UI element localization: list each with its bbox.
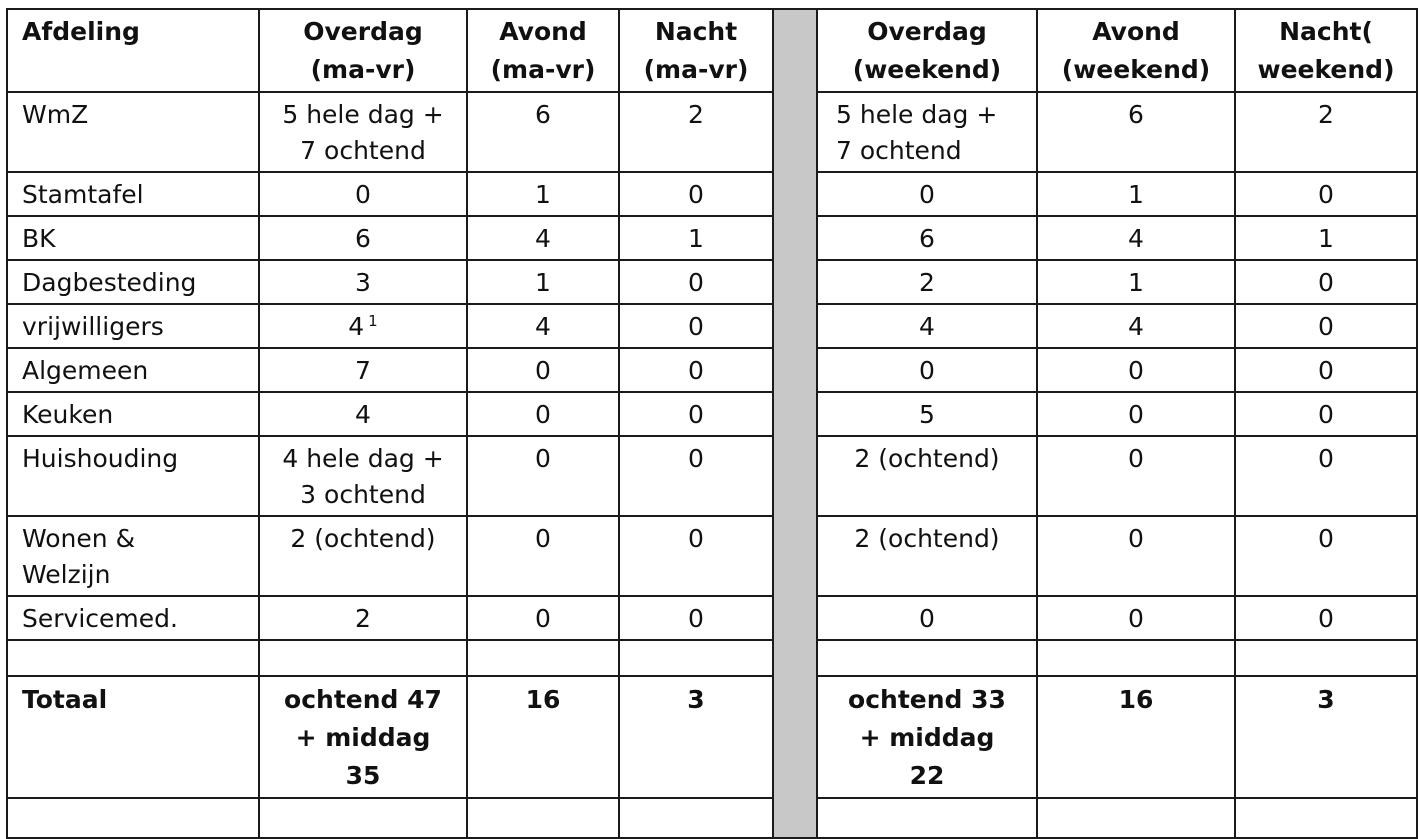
footnote-marker: 1	[368, 312, 378, 330]
cell-total-nacht-weekend: 3	[1235, 676, 1417, 798]
empty-cell	[259, 798, 467, 838]
empty-cell	[467, 798, 619, 838]
cell-nacht-weekend: 0	[1235, 172, 1417, 216]
cell-overdag-mavr: 4	[259, 392, 467, 436]
cell-nacht-weekend: 0	[1235, 260, 1417, 304]
empty-cell	[619, 640, 773, 676]
cell-nacht-mavr: 0	[619, 260, 773, 304]
cell-nacht-mavr: 0	[619, 516, 773, 596]
cell-avond-mavr: 0	[467, 516, 619, 596]
cell-afdeling: BK	[7, 216, 259, 260]
cell-afdeling: Servicemed.	[7, 596, 259, 640]
cell-avond-mavr: 4	[467, 216, 619, 260]
header-overdag-mavr: Overdag (ma-vr)	[259, 9, 467, 92]
cell-overdag-weekend: 2	[817, 260, 1037, 304]
cell-nacht-mavr: 0	[619, 304, 773, 348]
cell-total-avond-mavr: 16	[467, 676, 619, 798]
table-row	[7, 392, 1417, 436]
cell-nacht-weekend: 0	[1235, 516, 1417, 596]
cell-nacht-weekend: 0	[1235, 436, 1417, 516]
cell-avond-mavr: 0	[467, 392, 619, 436]
cell-overdag-mavr: 3	[259, 260, 467, 304]
cell-nacht-mavr: 0	[619, 392, 773, 436]
cell-avond-mavr: 1	[467, 260, 619, 304]
header-nacht-mavr: Nacht (ma-vr)	[619, 9, 773, 92]
cell-nacht-mavr: 0	[619, 172, 773, 216]
staffing-table	[6, 8, 1418, 839]
cell-avond-weekend: 0	[1037, 596, 1235, 640]
header-avond-weekend: Avond (weekend)	[1037, 9, 1235, 92]
cell-nacht-mavr: 0	[619, 436, 773, 516]
cell-avond-weekend: 0	[1037, 516, 1235, 596]
cell-afdeling: WmZ	[7, 92, 259, 172]
total-row	[7, 676, 1417, 798]
empty-cell	[817, 640, 1037, 676]
cell-overdag-weekend: 2 (ochtend)	[817, 516, 1037, 596]
cell-afdeling: Wonen & Welzijn	[7, 516, 259, 596]
cell-nacht-weekend: 0	[1235, 596, 1417, 640]
cell-overdag-weekend: 0	[817, 596, 1037, 640]
cell-avond-weekend: 6	[1037, 92, 1235, 172]
cell-total-overdag-weekend: ochtend 33 + middag 22	[817, 676, 1037, 798]
empty-cell	[259, 640, 467, 676]
cell-avond-weekend: 1	[1037, 172, 1235, 216]
cell-nacht-weekend: 0	[1235, 392, 1417, 436]
cell-total-avond-weekend: 16	[1037, 676, 1235, 798]
cell-nacht-weekend: 1	[1235, 216, 1417, 260]
empty-row	[7, 640, 1417, 676]
empty-cell	[467, 640, 619, 676]
cell-avond-weekend: 0	[1037, 348, 1235, 392]
empty-cell	[817, 798, 1037, 838]
cell-overdag-mavr: 5 hele dag + 7 ochtend	[259, 92, 467, 172]
cell-avond-mavr: 1	[467, 172, 619, 216]
cell-overdag-weekend: 2 (ochtend)	[817, 436, 1037, 516]
empty-cell	[1037, 798, 1235, 838]
table-row	[7, 516, 1417, 596]
cell-avond-mavr: 4	[467, 304, 619, 348]
empty-cell	[1037, 640, 1235, 676]
cell-afdeling: Stamtafel	[7, 172, 259, 216]
table-row	[7, 596, 1417, 640]
cell-afdeling: Algemeen	[7, 348, 259, 392]
empty-cell	[7, 640, 259, 676]
cell-avond-weekend: 0	[1037, 436, 1235, 516]
cell-overdag-mavr: 2	[259, 596, 467, 640]
cell-overdag-weekend: 5 hele dag + 7 ochtend	[817, 92, 1037, 172]
table-row	[7, 260, 1417, 304]
cell-overdag-mavr: 0	[259, 172, 467, 216]
cell-afdeling: Huishouding	[7, 436, 259, 516]
cell-nacht-weekend: 0	[1235, 348, 1417, 392]
cell-total-overdag-mavr: ochtend 47 + middag 35	[259, 676, 467, 798]
header-avond-mavr: Avond (ma-vr)	[467, 9, 619, 92]
empty-cell	[619, 798, 773, 838]
header-row	[7, 9, 1417, 92]
cell-afdeling: Dagbesteding	[7, 260, 259, 304]
cell-avond-mavr: 0	[467, 348, 619, 392]
table-row	[7, 304, 1417, 348]
cell-nacht-mavr: 0	[619, 596, 773, 640]
empty-cell	[7, 798, 259, 838]
cell-afdeling: Keuken	[7, 392, 259, 436]
table-row	[7, 172, 1417, 216]
empty-cell	[1235, 798, 1417, 838]
table-row	[7, 348, 1417, 392]
table-row	[7, 216, 1417, 260]
cell-overdag-mavr: 4 hele dag + 3 ochtend	[259, 436, 467, 516]
cell-overdag-mavr: 6	[259, 216, 467, 260]
cell-nacht-mavr: 0	[619, 348, 773, 392]
empty-row	[7, 798, 1417, 838]
cell-overdag-weekend: 5	[817, 392, 1037, 436]
cell-overdag-weekend: 4	[817, 304, 1037, 348]
cell-overdag-mavr: 2 (ochtend)	[259, 516, 467, 596]
empty-cell	[1235, 640, 1417, 676]
table-row	[7, 436, 1417, 516]
cell-overdag-weekend: 0	[817, 172, 1037, 216]
cell-avond-mavr: 0	[467, 596, 619, 640]
cell-overdag-mavr: 4 $^1$	[259, 304, 467, 348]
cell-overdag-weekend: 6	[817, 216, 1037, 260]
header-afdeling: Afdeling	[7, 9, 259, 92]
cell-afdeling: vrijwilligers	[7, 304, 259, 348]
cell-nacht-weekend: 2	[1235, 92, 1417, 172]
header-nacht-weekend: Nacht( weekend)	[1235, 9, 1417, 92]
column-separator	[773, 9, 817, 838]
cell-nacht-mavr: 1	[619, 216, 773, 260]
cell-nacht-weekend: 0	[1235, 304, 1417, 348]
cell-avond-weekend: 1	[1037, 260, 1235, 304]
cell-overdag-mavr: 7	[259, 348, 467, 392]
cell-nacht-mavr: 2	[619, 92, 773, 172]
cell-overdag-weekend: 0	[817, 348, 1037, 392]
cell-avond-weekend: 4	[1037, 216, 1235, 260]
cell-totaal-label: Totaal	[7, 676, 259, 798]
cell-avond-weekend: 0	[1037, 392, 1235, 436]
cell-avond-weekend: 4	[1037, 304, 1235, 348]
header-overdag-weekend: Overdag (weekend)	[817, 9, 1037, 92]
cell-avond-mavr: 6	[467, 92, 619, 172]
cell-avond-mavr: 0	[467, 436, 619, 516]
cell-total-nacht-mavr: 3	[619, 676, 773, 798]
table-row	[7, 92, 1417, 172]
